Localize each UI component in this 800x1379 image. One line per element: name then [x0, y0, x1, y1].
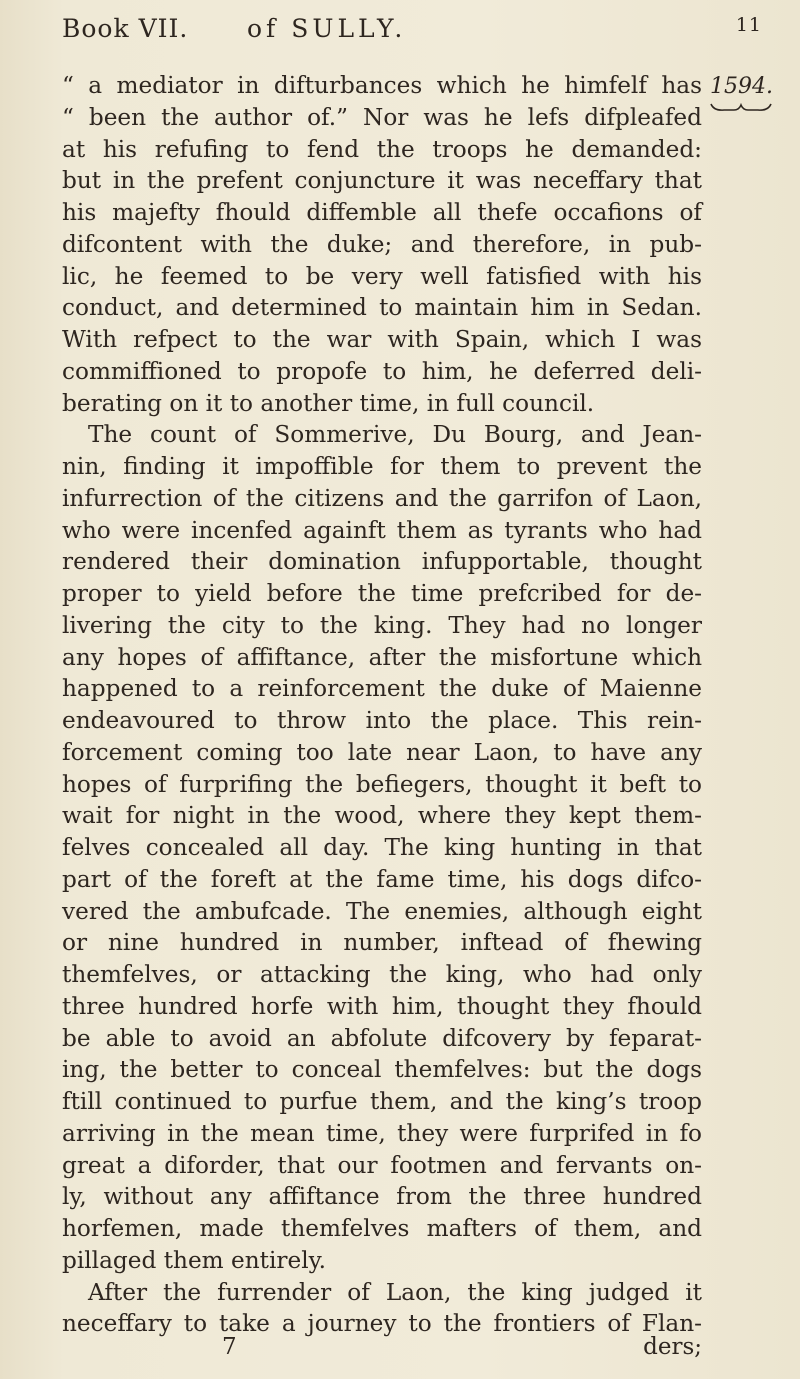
catchword: ders; [643, 1334, 702, 1360]
text-line: infurrection of the citizens and the garrifon of Laon, [62, 484, 702, 512]
text-line: proper to yield before the time prefcribed for de- [62, 580, 702, 607]
book-number: Book VII. [62, 14, 189, 43]
text-line: berating on it to another time, in full council. [62, 389, 595, 417]
text-line: be able to avoid an abfolute difcovery by feparat- [62, 1024, 702, 1052]
margin-year: 1594. [710, 74, 773, 99]
text-line: who were incenfed againft them as tyrants who had [62, 516, 702, 544]
text-line: vered the ambufcade. The enemies, although eight [62, 897, 702, 925]
page-header [62, 10, 762, 52]
text-line: conduct, and determined to maintain him in Sedan. [62, 294, 702, 322]
text-line: themfelves, or attacking the king, who had only [62, 961, 702, 988]
text-line: endeavoured to throw into the place. This rein- [62, 707, 702, 734]
text-line: three hundred horfe with him, thought they fhould [62, 992, 702, 1020]
text-line: difcontent with the duke; and therefore, in pub- [62, 230, 702, 258]
text-line: neceffary to take a journey to the frontiers of Flan- [62, 1310, 702, 1338]
text-line: rendered their domination infupportable, thought [62, 548, 702, 576]
text-line: wait for night in the wood, where they kept them- [62, 802, 702, 830]
text-line: After the furrender of Laon, the king judged it [88, 1278, 702, 1306]
text-line: livering the city to the king. They had no longer [62, 611, 702, 639]
text-line: nin, finding it impoffible for them to prevent the [62, 453, 702, 480]
text-line: “ a mediator in difturbances which he himfelf has [62, 72, 702, 99]
text-line: forcement coming too late near Laon, to have any [62, 738, 702, 766]
text-line: lic, he feemed to be very well fatisfied with his [62, 262, 702, 290]
margin-brace-icon [710, 103, 772, 113]
text-line: felves concealed all day. The king hunting in that [62, 834, 702, 861]
page-signature: 11 [735, 14, 762, 36]
text-line: ing, the better to conceal themfelves: but the dogs [62, 1056, 702, 1084]
text-line: great a diforder, that our footmen and fervants on- [62, 1151, 702, 1179]
text-line: any hopes of affiftance, after the misfortune which [62, 643, 702, 671]
page-footer [62, 1334, 702, 1368]
text-line: hopes of furprifing the befiegers, thought it beft to [62, 770, 702, 798]
text-line: “ been the author of.” Nor was he lefs difpleafed [62, 103, 702, 131]
text-line: pillaged them entirely. [62, 1246, 327, 1274]
text-line: With refpect to the war with Spain, which I was [62, 326, 702, 353]
text-line: The count of Sommerive, Du Bourg, and Jean- [88, 421, 702, 449]
text-line: his majefty fhould diffemble all thefe occafions of [62, 199, 702, 226]
text-line: part of the foreft at the fame time, his dogs difco- [62, 865, 702, 893]
text-line: at his refufing to fend the troops he demanded: [62, 135, 702, 163]
text-line: but in the prefent conjuncture it was neceffary that [62, 167, 702, 195]
text-line: horfemen, made themfelves mafters of them, and [62, 1215, 702, 1242]
text-line: commiffioned to propofe to him, he deferred deli- [62, 357, 702, 385]
text-line: happened to a reinforcement the duke of Maienne [62, 675, 702, 703]
text-line: or nine hundred in number, inftead of fhewing [62, 929, 702, 957]
body-text [62, 70, 702, 1340]
text-line: ftill continued to purfue them, and the king’s troop [62, 1088, 702, 1115]
signature-mark: 7 [222, 1334, 237, 1360]
text-line: arriving in the mean time, they were furprifed in fo [62, 1119, 702, 1147]
running-title: of SULLY. [247, 14, 407, 43]
text-line: ly, without any affiftance from the three hundred [62, 1183, 702, 1211]
